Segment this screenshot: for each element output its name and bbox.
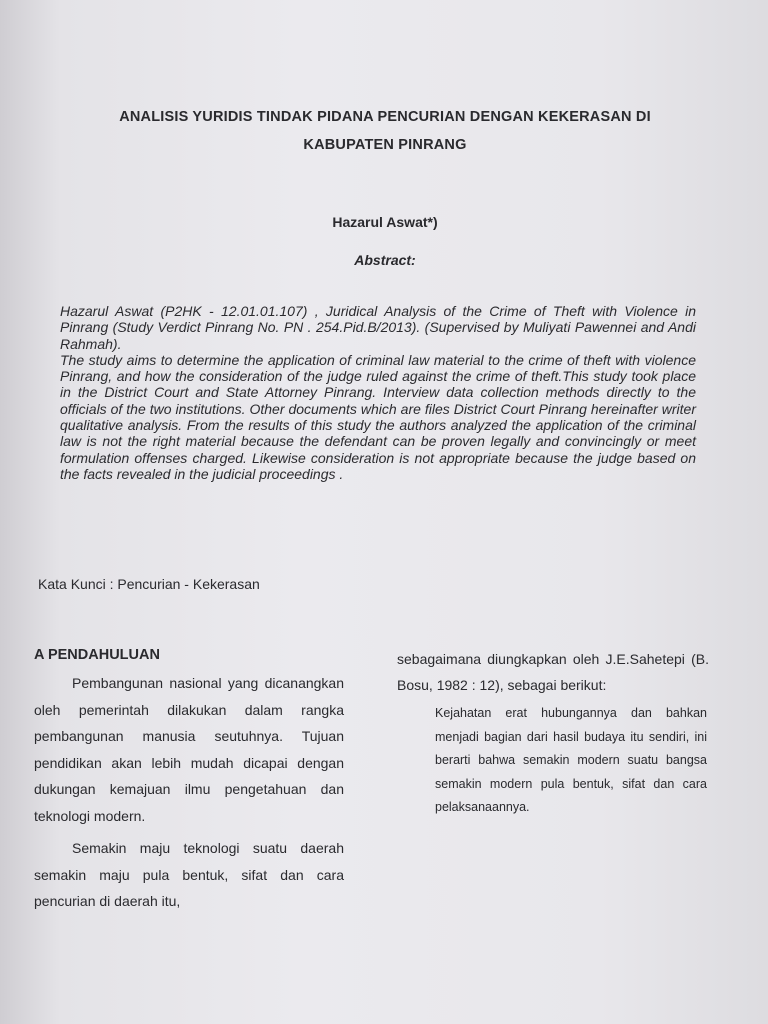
block-quote: Kejahatan erat hubungannya dan bahkan menjadi bagian dari hasil budaya itu sendiri, ini berarti bahwa semakin modern suatu bangsa semakin modern pula bentuk, sifat dan cara pelaksanaannya. (435, 706, 707, 815)
abstract-heading: Abstract: (354, 252, 416, 268)
left-column (34, 644, 344, 915)
left-paragraph-2: Semakin maju teknologi suatu daerah semakin maju pula bentuk, sifat dan cara pencurian di daerah itu, (34, 840, 344, 909)
paper-title (40, 103, 730, 159)
right-paragraph: sebagaimana diungkapkan oleh J.E.Sahetepi (B. Bosu, 1982 : 12), sebagai berikut: (397, 651, 709, 693)
left-paragraph-1: Pembangunan nasional yang dicanangkan oleh pemerintah dilakukan dalam rangka pembangunan manusia seutuhnya. Tujuan pendidikan akan lebih mudah dicapai dengan dukungan kemajuan ilmu pengetahuan dan teknologi modern. (34, 675, 344, 824)
author-name: Hazarul Aswat*) (332, 214, 438, 230)
paper-title-line-2: KABUPATEN PINRANG (303, 137, 467, 153)
right-column (397, 647, 709, 820)
abstract-body: The study aims to determine the application of criminal law material to the crime of theft with violence Pinrang, and how the consideration of the judge ruled against the crime of theft.This study took place in the District Court and State Attorney Pinrang. Interview data collection methods directly to the officials of the two institutions. Other documents which are files District Court Pinrang hereinafter writer qualitative analysis. From the results of this study the authors analyzed the application of the criminal law is not the right material because the defendant can be proven legally and convincingly or meet formulation offenses charged. Likewise consideration is not appropriate because the judge based on the facts revealed in the judicial proceedings . (60, 351, 696, 482)
paper-title-line-1: ANALISIS YURIDIS TINDAK PIDANA PENCURIAN DENGAN KEKERASAN DI (119, 109, 651, 125)
abstract-block (60, 303, 696, 482)
keywords: Kata Kunci : Pencurian - Kekerasan (38, 576, 260, 592)
section-heading: A PENDAHULUAN (34, 647, 160, 663)
abstract-citation: Hazarul Aswat (P2HK - 12.01.01.107) , Juridical Analysis of the Crime of Theft with Violence in Pinrang (Study Verdict Pinrang No. PN . 254.Pid.B/2013). (Supervised by Muliyati Pawennei and Andi Rahmah). (60, 303, 696, 352)
